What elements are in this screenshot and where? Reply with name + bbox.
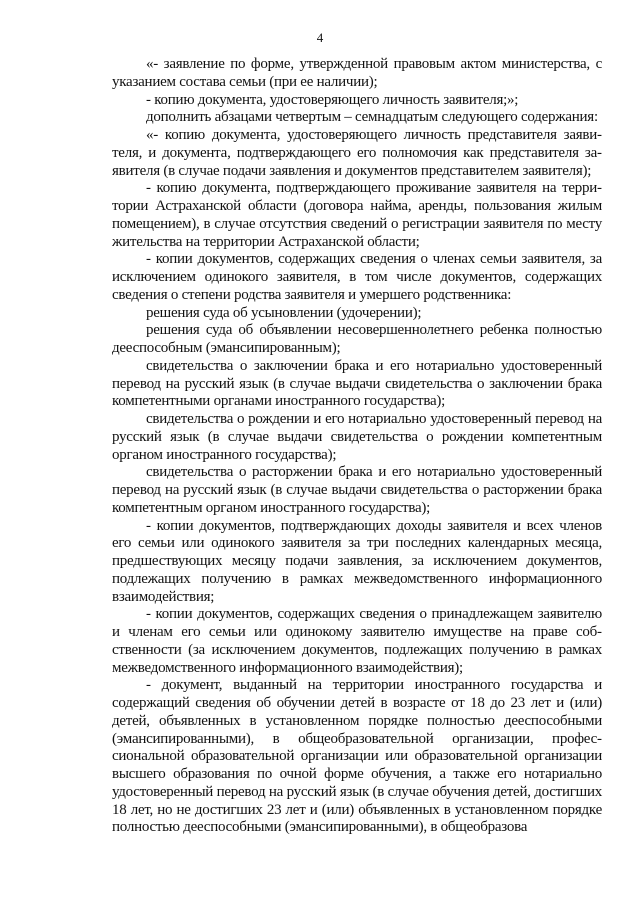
paragraph: дополнить абзацами четвертым – семнадцатым следующего содержания:: [146, 109, 598, 126]
paragraph: свидетельства о заключении брака и его нотариально удостоверенный перевод на русский язык (в случае выдачи свидетельства о заключении брака компетентными органами иностранного государства);: [112, 357, 602, 410]
paragraph: свидетельства о расторжении брака и его нотариально удостоверенный перевод на русский язык (в случае выдачи свидетельства о расторжении брака компетентным органом иностранного государства);: [112, 464, 602, 516]
paragraph: - копии документов, содержащих сведения о принадлежащем заявителю и членам его семьи или одинокому заявителю имуществе на праве собственности (за исключением документов, подлежащих получению в рамках межведомственного информационного взаимодействия);: [112, 606, 602, 676]
paragraph: решения суда об усыновлении (удочерении);: [146, 304, 422, 321]
paragraph: - копию документа, удостоверяющего личность заявителя;»;: [146, 91, 519, 108]
paragraph: - копии документов, содержащих сведения о членах семьи заявителя, за исключением одинокого заявителя, в том числе документов, содержащих сведения о степени родства заявителя и умершего родственника:: [112, 251, 602, 303]
paragraph: «- копию документа, удостоверяющего личность представителя заявителя, и документа, подтверждающего его полномочия как представителя заявителя (в случае подачи заявления и документов представителем заявителя);: [112, 127, 602, 179]
paragraph: - документ, выданный на территории иностранного государства и содержащий сведения об обучении детей в возрасте от 18 до 23 лет и (или) детей, объявленных в установленном порядке полностью дееспособными (эмансипированными), в общеобразовательной организации, профессиональной образовательной организации или образовательной организации высшего образования по очной форме обучения, а также его нотариально удостоверенный перевод на русский язык (в случае обучения детей, достигших 18 лет, но не достигших 23 лет и (или) объявленных в установленном порядке полностью дееспособными (эмансипированными), в общеобразова: [112, 677, 602, 836]
paragraph: - копию документа, подтверждающего проживание заявителя на территории Астраханской области (договора найма, аренды, пользования жилым помещением), в случае отсутствия сведений о регистрации заявителя по месту жительства на территории Астраханской области;: [112, 180, 602, 250]
paragraph: решения суда об объявлении несовершеннолетнего ребенка полностью дееспособным (эмансипированным);: [112, 322, 602, 356]
paragraph: «- заявление по форме, утвержденной правовым актом министерства, с указанием состава семьи (при ее наличии);: [112, 56, 602, 90]
document-body: [112, 56, 602, 837]
page-number: 4: [316, 30, 324, 45]
paragraph: свидетельства о рождении и его нотариально удостоверенный перевод на русский язык (в случае выдачи свидетельства о рождении компетентным органом иностранного государства);: [112, 411, 602, 463]
paragraph: - копии документов, подтверждающих доходы заявителя и всех членов его семьи или одинокого заявителя за три последних календарных месяца, предшествующих месяцу подачи заявления, за исключением документов, подлежащих получению в рамках межведомственного информационного взаимодействия;: [112, 517, 602, 605]
